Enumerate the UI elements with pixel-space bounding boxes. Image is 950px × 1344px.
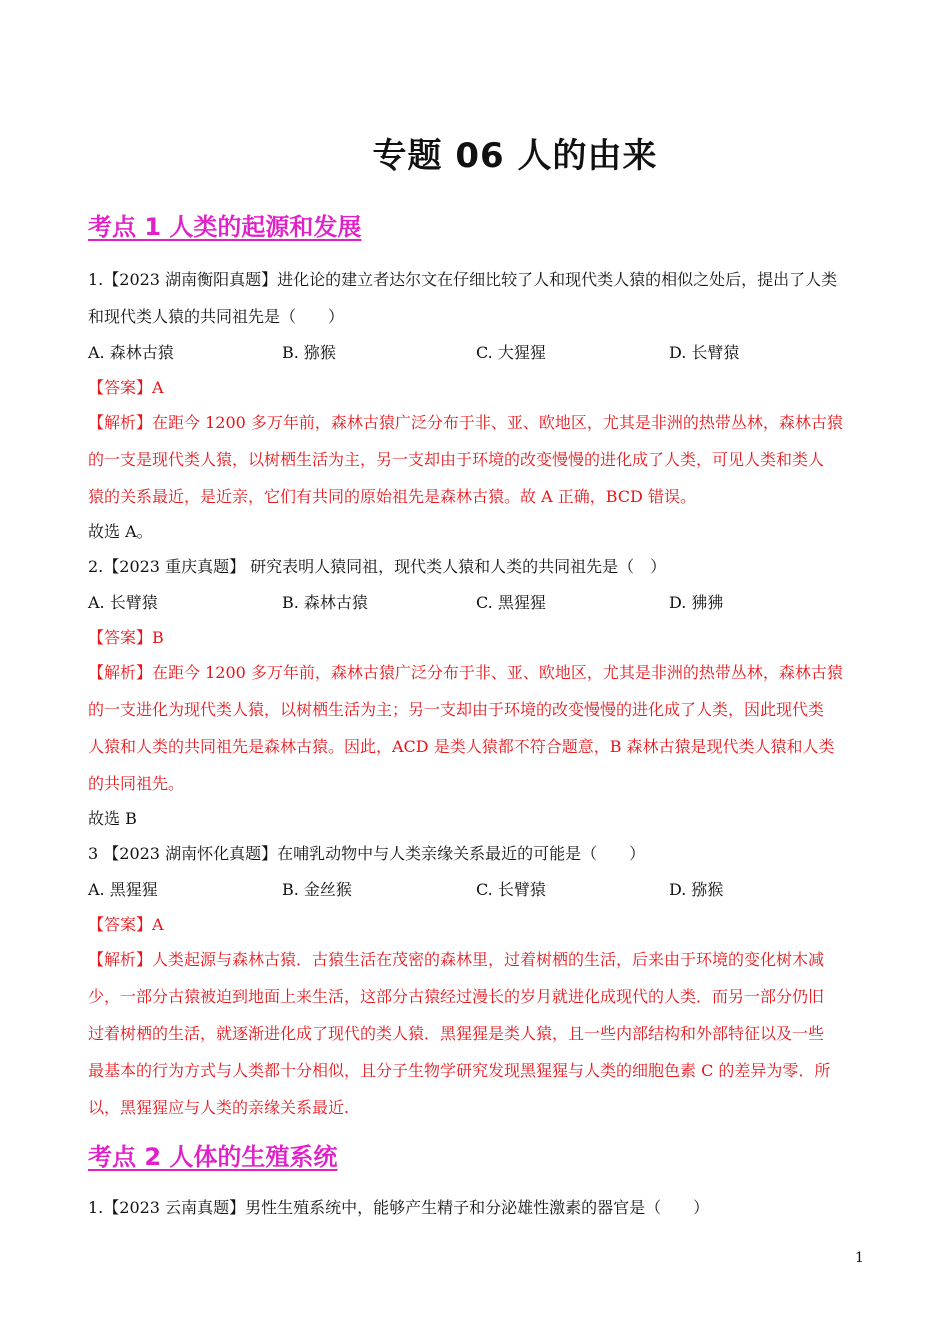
q1-stem-line-1: 1.【2023 湖南衡阳真题】进化论的建立者达尔文在仔细比较了人和现代类人猿的相似之处后，提出了人类 (88, 270, 838, 289)
q1-conclusion: 故选 A。 (88, 522, 153, 541)
q2-option-d: D. 狒狒 (669, 593, 724, 612)
q3-option-b: B. 金丝猴 (282, 880, 352, 899)
q2-option-a: A. 长臂猿 (88, 593, 158, 612)
q1-analysis-line-3: 猿的关系最近，是近亲，它们有共同的原始祖先是森林古猿。故 A 正确，BCD 错误。 (88, 487, 696, 506)
q2-analysis-line-2: 的一支进化为现代类人猿，以树栖生活为主；另一支却由于环境的改变慢慢的进化成了人类，因此现代类 (88, 700, 825, 719)
q2-option-b: B. 森林古猿 (282, 593, 368, 612)
q2-analysis-line-1: 【解析】在距今 1200 多万年前，森林古猿广泛分布于非、亚、欧地区，尤其是非洲的热带丛林，森林古猿 (88, 663, 843, 682)
section-heading-2: 考点 2 人体的生殖系统 (88, 1143, 338, 1171)
q3-stem-line-1: 3 【2023 湖南怀化真题】在哺乳动物中与人类亲缘关系最近的可能是（ ） (88, 844, 646, 863)
q1-analysis-line-1: 【解析】在距今 1200 多万年前，森林古猿广泛分布于非、亚、欧地区，尤其是非洲的热带丛林，森林古猿 (88, 413, 843, 432)
page-number: 1 (855, 1250, 864, 1266)
q1-option-b: B. 猕猴 (282, 343, 336, 362)
q2-conclusion: 故选 B (88, 809, 137, 828)
q3-analysis-line-1: 【解析】人类起源与森林古猿．古猿生活在茂密的森林里，过着树栖的生活，后来由于环境的变化树木减 (88, 950, 825, 969)
q1-answer: 【答案】A (88, 378, 164, 397)
q1-option-c: C. 大猩猩 (476, 343, 546, 362)
q2-option-c: C. 黑猩猩 (476, 593, 546, 612)
q2-analysis-line-4: 的共同祖先。 (88, 774, 185, 793)
q3-analysis-line-2: 少，一部分古猿被迫到地面上来生活，这部分古猿经过漫长的岁月就进化成现代的人类．而另一部分仍旧 (88, 987, 825, 1006)
q3-option-a: A. 黑猩猩 (88, 880, 158, 899)
q1-option-d: D. 长臂猿 (669, 343, 740, 362)
q2-answer: 【答案】B (88, 628, 164, 647)
q1-analysis-line-2: 的一支是现代类人猿，以树栖生活为主，另一支却由于环境的改变慢慢的进化成了人类，可见人类和类人 (88, 450, 825, 469)
q3-answer: 【答案】A (88, 915, 164, 934)
q3-analysis-line-5: 以，黑猩猩应与人类的亲缘关系最近. (88, 1098, 350, 1117)
q2-stem-line-1: 2.【2023 重庆真题】 研究表明人猿同祖，现代类人猿和人类的共同祖先是（ ） (88, 557, 667, 576)
q3-analysis-line-4: 最基本的行为方式与人类都十分相似，且分子生物学研究发现黑猩猩与人类的细胞色素 C 的差异为零．所 (88, 1061, 831, 1080)
q3-option-c: C. 长臂猿 (476, 880, 546, 899)
q3-analysis-line-3: 过着树栖的生活，就逐渐进化成了现代的类人猿．黑猩猩是类人猿，且一些内部结构和外部特征以及一些 (88, 1024, 825, 1043)
q1-stem-line-2: 和现代类人猿的共同祖先是（ ） (88, 307, 345, 326)
q1-option-a: A. 森林古猿 (88, 343, 174, 362)
section-heading-1: 考点 1 人类的起源和发展 (88, 213, 362, 241)
q3-option-d: D. 猕猴 (669, 880, 724, 899)
q2-analysis-line-3: 人猿和人类的共同祖先是森林古猿。因此，ACD 是类人猿都不符合题意，B 森林古猿是现代类人猿和人类 (88, 737, 835, 756)
page-title: 专题 06 人的由来 (372, 136, 658, 176)
q4-stem-line-1: 1.【2023 云南真题】男性生殖系统中，能够产生精子和分泌雄性激素的器官是（ ） (88, 1198, 710, 1217)
